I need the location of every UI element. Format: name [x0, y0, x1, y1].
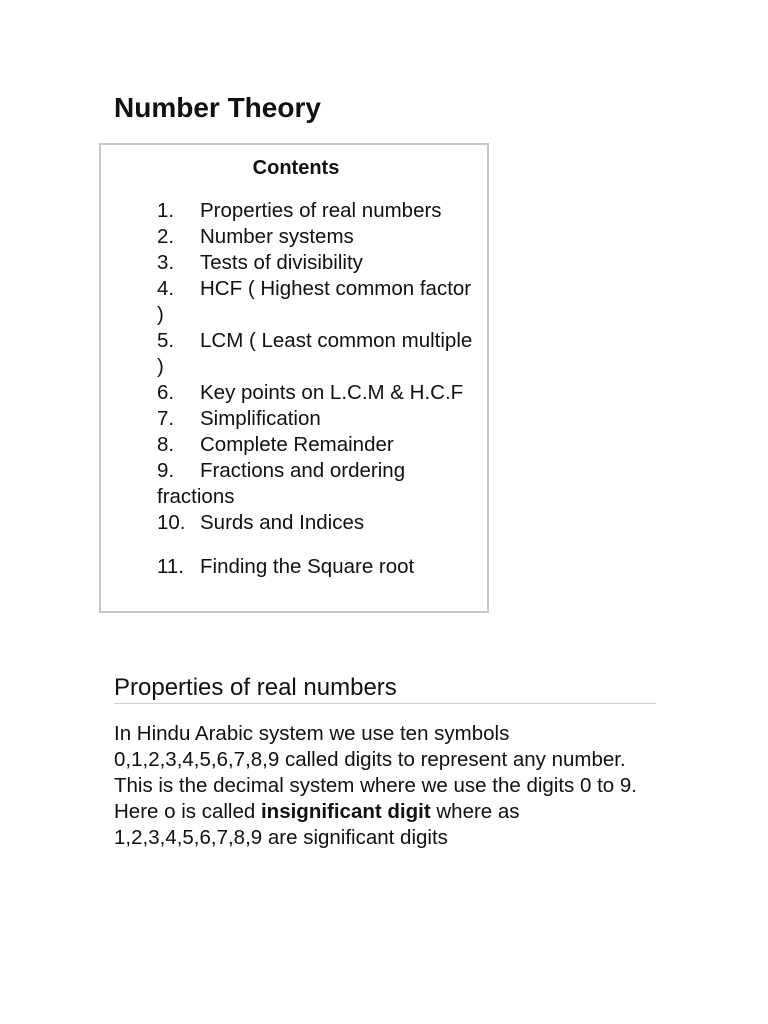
item-label: Key points on L.C.M & H.C.F [200, 381, 464, 404]
item-number: 3. [157, 251, 175, 274]
item-label: Surds and Indices [200, 511, 365, 534]
section-heading: Properties of real numbers [114, 674, 397, 701]
contents-item[interactable] [157, 432, 477, 458]
item-label: HCF ( Highest common factor ) [157, 277, 472, 326]
item-label: Tests of divisibility [200, 251, 363, 274]
table-of-contents [99, 143, 489, 613]
item-number: 2. [157, 225, 175, 248]
contents-item[interactable] [157, 554, 477, 580]
item-number: 1. [157, 199, 175, 222]
item-label: LCM ( Least common multiple ) [157, 329, 473, 378]
item-label: Properties of real numbers [200, 199, 442, 222]
item-label: Complete Remainder [200, 433, 394, 456]
contents-item[interactable] [157, 276, 477, 328]
item-label: Finding the Square root [200, 555, 415, 578]
item-label: Fractions and ordering fractions [157, 459, 406, 508]
contents-item[interactable] [157, 328, 477, 380]
contents-heading: Contents [252, 157, 340, 179]
item-label: Simplification [200, 407, 321, 430]
contents-item[interactable] [157, 510, 477, 536]
contents-item[interactable] [157, 406, 477, 432]
paragraph-decimal: This is the decimal system where we use the digits 0 to 9. [114, 774, 637, 797]
section-body [114, 721, 662, 851]
contents-item[interactable] [157, 250, 477, 276]
item-number: 9. [157, 459, 175, 482]
item-number: 7. [157, 407, 175, 430]
paragraph-text: Here o is called [114, 800, 261, 823]
section-divider [114, 703, 656, 704]
item-number: 11. [157, 555, 184, 578]
contents-item[interactable] [157, 380, 477, 406]
page-title: Number Theory [114, 92, 321, 123]
item-number: 5. [157, 329, 175, 352]
item-number: 4. [157, 277, 175, 300]
paragraph-significance [114, 799, 662, 851]
contents-item[interactable] [157, 224, 477, 250]
item-label: Number systems [200, 225, 354, 248]
item-number: 6. [157, 381, 175, 404]
contents-list [157, 198, 477, 580]
paragraph-digits: In Hindu Arabic system we use ten symbols 0,1,2,3,4,5,6,7,8,9 called digits to represent any number. [114, 722, 626, 771]
item-number: 10. [157, 511, 186, 534]
contents-item[interactable] [157, 198, 477, 224]
item-number: 8. [157, 433, 175, 456]
contents-item[interactable] [157, 458, 477, 510]
paragraph-text: where as 1,2,3,4,5,6,7,8,9 are significant digits [114, 800, 520, 849]
bold-term: insignificant digit [260, 800, 431, 823]
